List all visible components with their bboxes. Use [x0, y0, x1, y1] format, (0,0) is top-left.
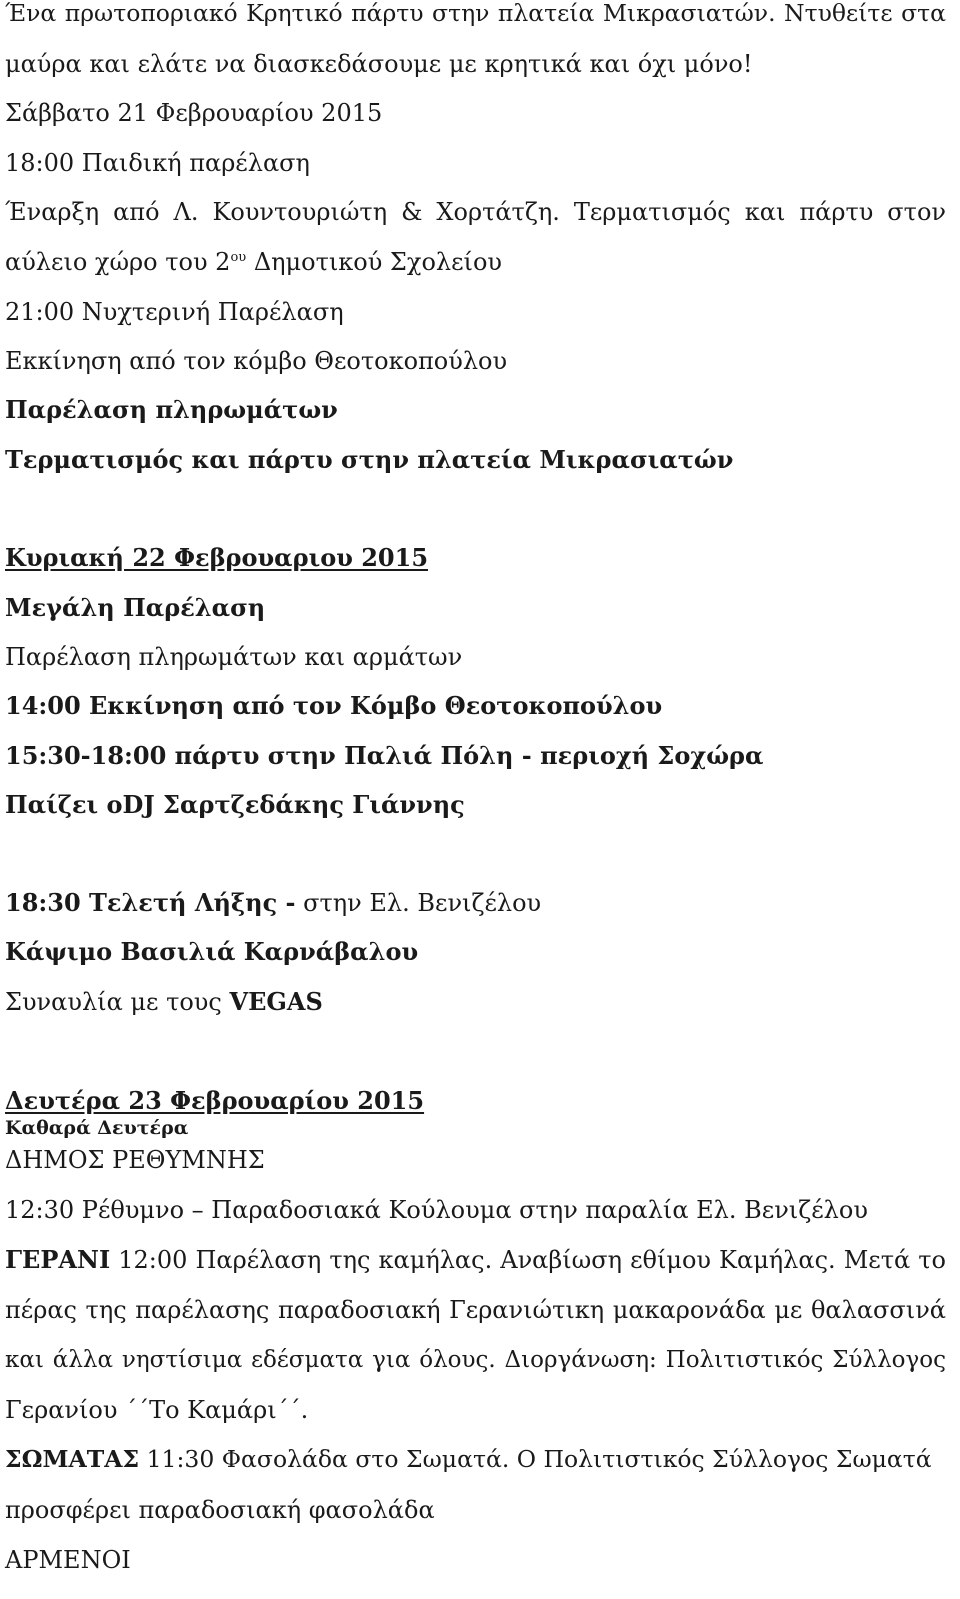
- dj-line: Παίζει οDJ Σαρτζεδάκης Γιάννης: [5, 790, 465, 819]
- gerani-line-1: [5, 1245, 946, 1274]
- intro-line-1: Ένα πρωτοποριακό Κρητικό πάρτυ στην πλατεία Μικρασιατών. Ντυθείτε στα: [5, 0, 946, 27]
- gerani-line-3: και άλλα νηστίσιμα εδέσματα για όλους. Διοργάνωση: Πολιτιστικός Σύλλογος: [5, 1347, 946, 1373]
- closing-place: στην Ελ. Βενιζέλου: [295, 889, 542, 917]
- municipality-heading: ΔΗΜΟΣ ΡΕΘΥΜΝΗΣ: [5, 1146, 265, 1174]
- night-parade-start: Εκκίνηση από τον κόμβο Θεοτοκοπούλου: [5, 347, 508, 375]
- gerani-text-1: 12:00 Παρέλαση της καμήλας. Αναβίωση εθίμου Καμήλας. Μετά το: [110, 1246, 946, 1274]
- monday-date: Δευτέρα 23 Φεβρουαρίου 2015: [5, 1086, 425, 1115]
- crews-parade: Παρέλαση πληρωμάτων: [5, 395, 338, 424]
- closing-ceremony: [5, 888, 542, 917]
- grand-parade: Μεγάλη Παρέλαση: [5, 593, 266, 622]
- ordinal-suffix: ου: [230, 250, 247, 265]
- sunday-date: Κυριακή 22 Φεβρουαριου 2015: [5, 543, 429, 572]
- concert-text: Συναυλία με τους: [5, 988, 230, 1016]
- armenoi-label: ΑΡΜΕΝΟΙ: [5, 1546, 131, 1574]
- sunday-start: 14:00 Εκκίνηση από τον Κόμβο Θεοτοκοπούλου: [5, 691, 663, 720]
- kids-parade-route: Έναρξη από Λ. Κουντουριώτη & Χορτάτζη. Τερματισμός και πάρτυ στον: [5, 198, 946, 226]
- clean-monday: Καθαρά Δευτέρα: [5, 1117, 189, 1139]
- crews-floats-parade: Παρέλαση πληρωμάτων και αρμάτων: [5, 643, 463, 671]
- saturday-finish: Τερματισμός και πάρτυ στην πλατεία Μικρασιατών: [5, 445, 734, 474]
- somatas-text-1: 11:30 Φασολάδα στο Σωματά. Ο Πολιτιστικός Σύλλογος Σωματά: [139, 1445, 932, 1473]
- gerani-line-4: Γερανίου ΄΄Το Καμάρι΄΄.: [5, 1396, 309, 1424]
- old-town-party: 15:30-18:00 πάρτυ στην Παλιά Πόλη - περιοχή Σοχώρα: [5, 741, 764, 770]
- kids-parade-time: 18:00 Παιδική παρέλαση: [5, 149, 310, 177]
- somatas-line-2: προσφέρει παραδοσιακή φασολάδα: [5, 1496, 435, 1524]
- gerani-label: ΓΕΡΑΝΙ: [5, 1245, 111, 1274]
- gerani-line-2: πέρας της παρέλασης παραδοσιακή Γερανιώτικη μακαρονάδα με θαλασσινά: [5, 1296, 946, 1324]
- koulouma-line: 12:30 Ρέθυμνο – Παραδοσιακά Κούλουμα στην παραλία Ελ. Βενιζέλου: [5, 1196, 868, 1224]
- kids-parade-finish: [5, 250, 502, 274]
- concert-band: VEGAS: [229, 987, 323, 1016]
- saturday-date: Σάββατο 21 Φεβρουαρίου 2015: [5, 99, 383, 127]
- king-burning: Κάψιμο Βασιλιά Καρνάβαλου: [5, 937, 419, 966]
- school-text: Δημοτικού Σχολείου: [246, 248, 502, 276]
- concert-line: [5, 987, 323, 1016]
- intro-line-2: μαύρα και ελάτε να διασκεδάσουμε με κρητικά και όχι μόνο!: [5, 50, 753, 78]
- yard-text: αύλειο χώρο του 2: [5, 248, 231, 276]
- closing-time: 18:30 Τελετή Λήξης -: [5, 888, 296, 917]
- night-parade-time: 21:00 Νυχτερινή Παρέλαση: [5, 298, 344, 326]
- somatas-label: ΣΩΜΑΤΑΣ: [5, 1445, 140, 1473]
- somatas-line-1: [5, 1445, 932, 1473]
